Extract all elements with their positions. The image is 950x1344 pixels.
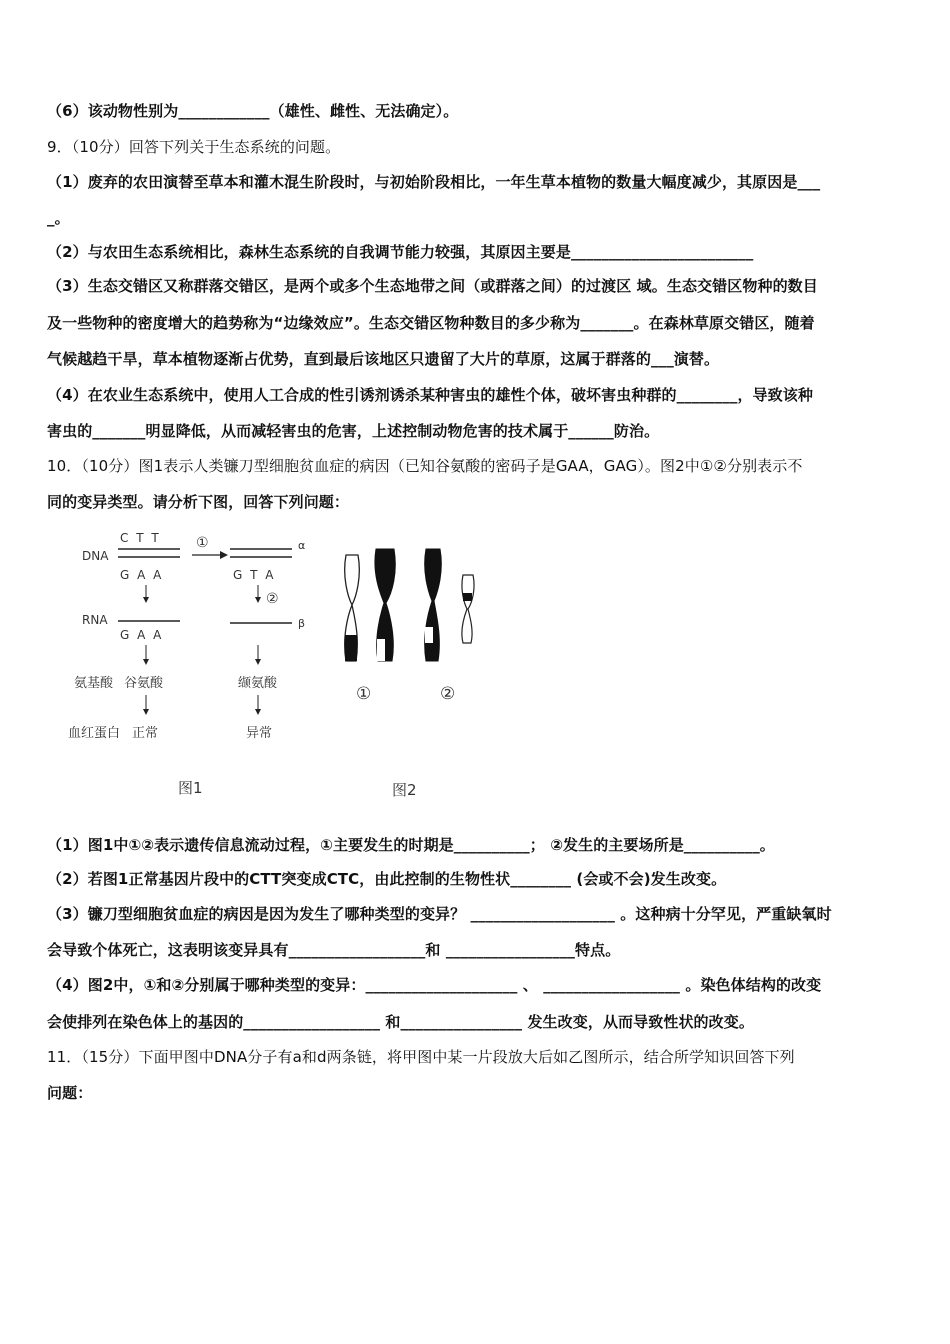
- rna-codon: G A A: [120, 628, 164, 642]
- amino-acid-label: 氨基酸: [74, 676, 114, 691]
- hemoglobin-label: 血红蛋白: [68, 726, 121, 741]
- hemoglobin-normal: 正常: [132, 726, 159, 741]
- q9-sub1-cont: _。: [47, 209, 70, 227]
- chromosome-pair-2: [425, 549, 474, 661]
- dna-label: DNA: [82, 549, 109, 563]
- genetics-figure: [68, 527, 500, 807]
- step1-label: ①: [196, 535, 209, 551]
- dna-bottom-codon: G A A: [120, 568, 164, 582]
- mutation-arrowhead: [220, 551, 228, 559]
- hemoglobin-mutant: 异常: [246, 726, 273, 741]
- q8-sub6: （6）该动物性别为____________（雄性、雌性、无法确定）。: [47, 102, 459, 120]
- q11-stem-cont: 问题：: [47, 1084, 93, 1102]
- alpha-label: α: [298, 539, 306, 552]
- step2-label: ②: [266, 591, 279, 607]
- q10-stem: 10．（10分）图1表示人类镰刀型细胞贫血症的病因（已知谷氨酸的密码子是GAA，GAG）。图2中①②分别表示不: [47, 457, 803, 475]
- q10-sub3-cont: 会导致个体死亡，这表明该变异具有__________________和 _________________特点。: [47, 941, 621, 959]
- mutant-codon: G T A: [233, 568, 276, 582]
- chromosome-label-2: ②: [440, 684, 456, 704]
- q9-sub3-cont1: 及一些物种的密度增大的趋势称为“边缘效应”。生态交错区物种数目的多少称为_______。在森林草原交错区，随着: [47, 314, 815, 332]
- q9-sub2: （2）与农田生态系统相比，森林生态系统的自我调节能力较强，其原因主要是________________________: [47, 243, 754, 261]
- fig2-caption: 图2: [392, 781, 417, 799]
- q9-sub4: （4）在农业生态系统中，使用人工合成的性引诱剂诱杀某种害虫的雄性个体，破坏害虫种群的________，导致该种: [47, 386, 813, 404]
- q10-sub1: （1）图1中①②表示遗传信息流动过程，①主要发生的时期是__________； ②发生的主要场所是__________。: [47, 836, 775, 854]
- q10-stem-cont: 同的变异类型。请分析下图，回答下列问题：: [47, 493, 350, 511]
- beta-label: β: [298, 617, 306, 630]
- rna-label: RNA: [82, 613, 108, 627]
- chromosome-label-1: ①: [356, 684, 372, 704]
- q10-sub3: （3）镰刀型细胞贫血症的病因是因为发生了哪种类型的变异？ ___________________ 。这种病十分罕见，严重缺氧时: [47, 905, 832, 923]
- chromosome-pair-1: [345, 549, 396, 661]
- q10-sub2: （2）若图1正常基因片段中的CTT突变成CTC，由此控制的生物性状________ (会或不会)发生改变。: [47, 870, 727, 888]
- q9-sub1: （1）废弃的农田演替至草本和灌木混生阶段时，与初始阶段相比，一年生草本植物的数量大幅度减少，其原因是___: [47, 173, 821, 191]
- q11-stem: 11．（15分）下面甲图中DNA分子有a和d两条链，将甲图中某一片段放大后如乙图所示，结合所学知识回答下列: [47, 1048, 795, 1066]
- amino-normal: 谷氨酸: [124, 676, 164, 691]
- q9-sub3-cont2: 气候越趋干旱，草本植物逐渐占优势，直到最后该地区只遗留了大片的草原，这属于群落的___演替。: [47, 350, 720, 368]
- dna-top-codon: C T T: [120, 531, 161, 545]
- q10-sub4-cont: 会使排列在染色体上的基因的__________________ 和________________ 发生改变，从而导致性状的改变。: [47, 1013, 754, 1031]
- q9-sub4-cont: 害虫的_______明显降低，从而减轻害虫的危害，上述控制动物危害的技术属于______防治。: [47, 422, 660, 440]
- amino-mutant: 缬氨酸: [238, 676, 278, 691]
- q9-sub3: （3）生态交错区又称群落交错区，是两个或多个生态地带之间（或群落之间）的过渡区 域。生态交错区物种的数目: [47, 277, 818, 295]
- q10-sub4: （4）图2中，①和②分别属于哪种类型的变异：____________________ 、 __________________ 。染色体结构的改变: [47, 976, 822, 994]
- q9-stem: 9．（10分）回答下列关于生态系统的问题。: [47, 138, 341, 156]
- fig1-caption: 图1: [178, 779, 203, 797]
